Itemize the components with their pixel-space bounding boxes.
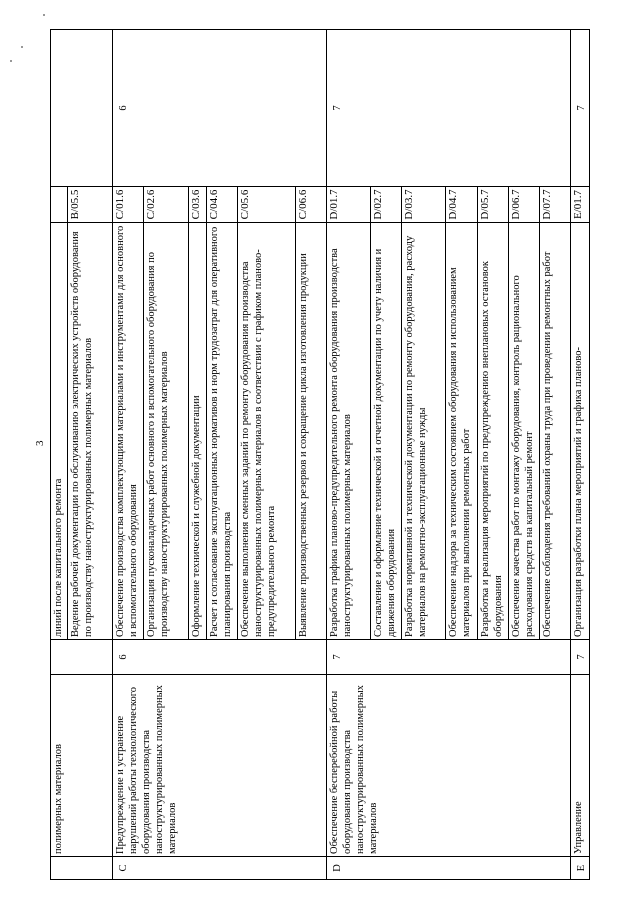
function-cell: Разработка графика планово-предупредительного ремонта оборудования производства наноструктурированных полимерных материалов	[326, 223, 370, 640]
group-letter-cell: E	[570, 857, 589, 880]
level-cell-empty	[51, 640, 113, 675]
functions-table	[50, 29, 590, 880]
function-cell: Обеспечение производства комплектующими материалами и инструментами для основного и вспомогательного оборудования	[113, 223, 144, 640]
function-cell: Разработка нормативной и технической документации по ремонту оборудования, расходу материалов на ремонтно-эксплуатационные нужды	[402, 223, 446, 640]
gen-function-cell: Обеспечение бесперебойной работы оборудования производства наноструктурированных полимерных материалов	[326, 675, 570, 857]
table-row	[570, 30, 589, 880]
function-cell: Обеспечение выполнения сменных заданий по ремонту оборудования производства наноструктурированных полимерных материалов в соответствии с графиком планово-предупредительного ремонта	[237, 223, 295, 640]
function-cell: Обеспечение соблюдения требований охраны труда при проведении ремонтных работ	[539, 223, 570, 640]
side-level-cell: 7	[326, 30, 570, 187]
level-cell: 7	[570, 640, 589, 675]
code-cell: D/02.7	[371, 187, 402, 223]
code-cell: C/04.6	[206, 187, 237, 223]
code-cell: C/05.6	[237, 187, 295, 223]
code-cell: D/05.7	[477, 187, 508, 223]
code-cell: B/05.5	[68, 187, 113, 223]
function-cell: Выявление производственных резервов и сокращение цикла изготовления продукции	[295, 223, 326, 640]
function-cell: линий после капитального ремонта	[51, 223, 68, 640]
gen-function-cell: Предупреждение и устранение нарушений работы технологического оборудования производства наноструктурированных полимерных материалов	[113, 675, 327, 857]
code-cell-empty	[51, 187, 68, 223]
function-cell: Обеспечение качества работ по монтажу оборудования, контроль рационального расходования средств на капитальный ремонт	[508, 223, 539, 640]
table-row	[326, 30, 370, 880]
function-cell: Организация пусконаладочных работ основного и вспомогательного оборудования по производству наноструктурированных полимерных материалов	[144, 223, 189, 640]
code-cell: D/06.7	[508, 187, 539, 223]
level-cell: 6	[113, 640, 327, 675]
function-cell: Обеспечение надзора за техническим состоянием оборудования и использованием материалов при выполнении ремонтных работ	[446, 223, 477, 640]
table-row	[113, 30, 144, 880]
scan-dot	[21, 46, 23, 48]
code-cell: D/01.7	[326, 187, 370, 223]
code-cell: E/01.7	[570, 187, 589, 223]
code-cell: C/03.6	[189, 187, 206, 223]
group-letter-cell: C	[113, 857, 327, 880]
side-level-cell: 6	[113, 30, 327, 187]
table-row	[51, 30, 68, 880]
page-number: 3	[34, 440, 46, 446]
gen-function-cell: полимерных материалов	[51, 675, 113, 857]
gen-function-cell: Управление	[570, 675, 589, 857]
code-cell: C/06.6	[295, 187, 326, 223]
side-level-cell: 7	[570, 30, 589, 187]
group-letter-cell: D	[326, 857, 570, 880]
function-cell: Расчет и согласование эксплуатационных нормативов и норм трудозатрат для оперативного планирования производства	[206, 223, 237, 640]
level-cell: 7	[326, 640, 570, 675]
code-cell: D/04.7	[446, 187, 477, 223]
rotated-table-page	[50, 30, 590, 880]
scan-dot	[10, 60, 12, 62]
function-cell: Составление и оформление технической и отчетной документации по учету наличия и движения оборудования	[371, 223, 402, 640]
function-cell: Организация разработки плана мероприятий и графика планово-	[570, 223, 589, 640]
code-cell: D/03.7	[402, 187, 446, 223]
side-level-cell-empty	[51, 30, 113, 187]
function-cell: Разработка и реализация мероприятий по предупреждению внеплановых остановок оборудования	[477, 223, 508, 640]
code-cell: D/07.7	[539, 187, 570, 223]
scan-dot	[43, 14, 45, 16]
function-cell: Ведение рабочей документации по обслуживанию электрических устройств оборудования по производству наноструктурированных полимерных материалов	[68, 223, 113, 640]
code-cell: C/01.6	[113, 187, 144, 223]
function-cell: Оформление технической и служебной документации	[189, 223, 206, 640]
letter-cell-empty	[51, 857, 113, 880]
code-cell: C/02.6	[144, 187, 189, 223]
